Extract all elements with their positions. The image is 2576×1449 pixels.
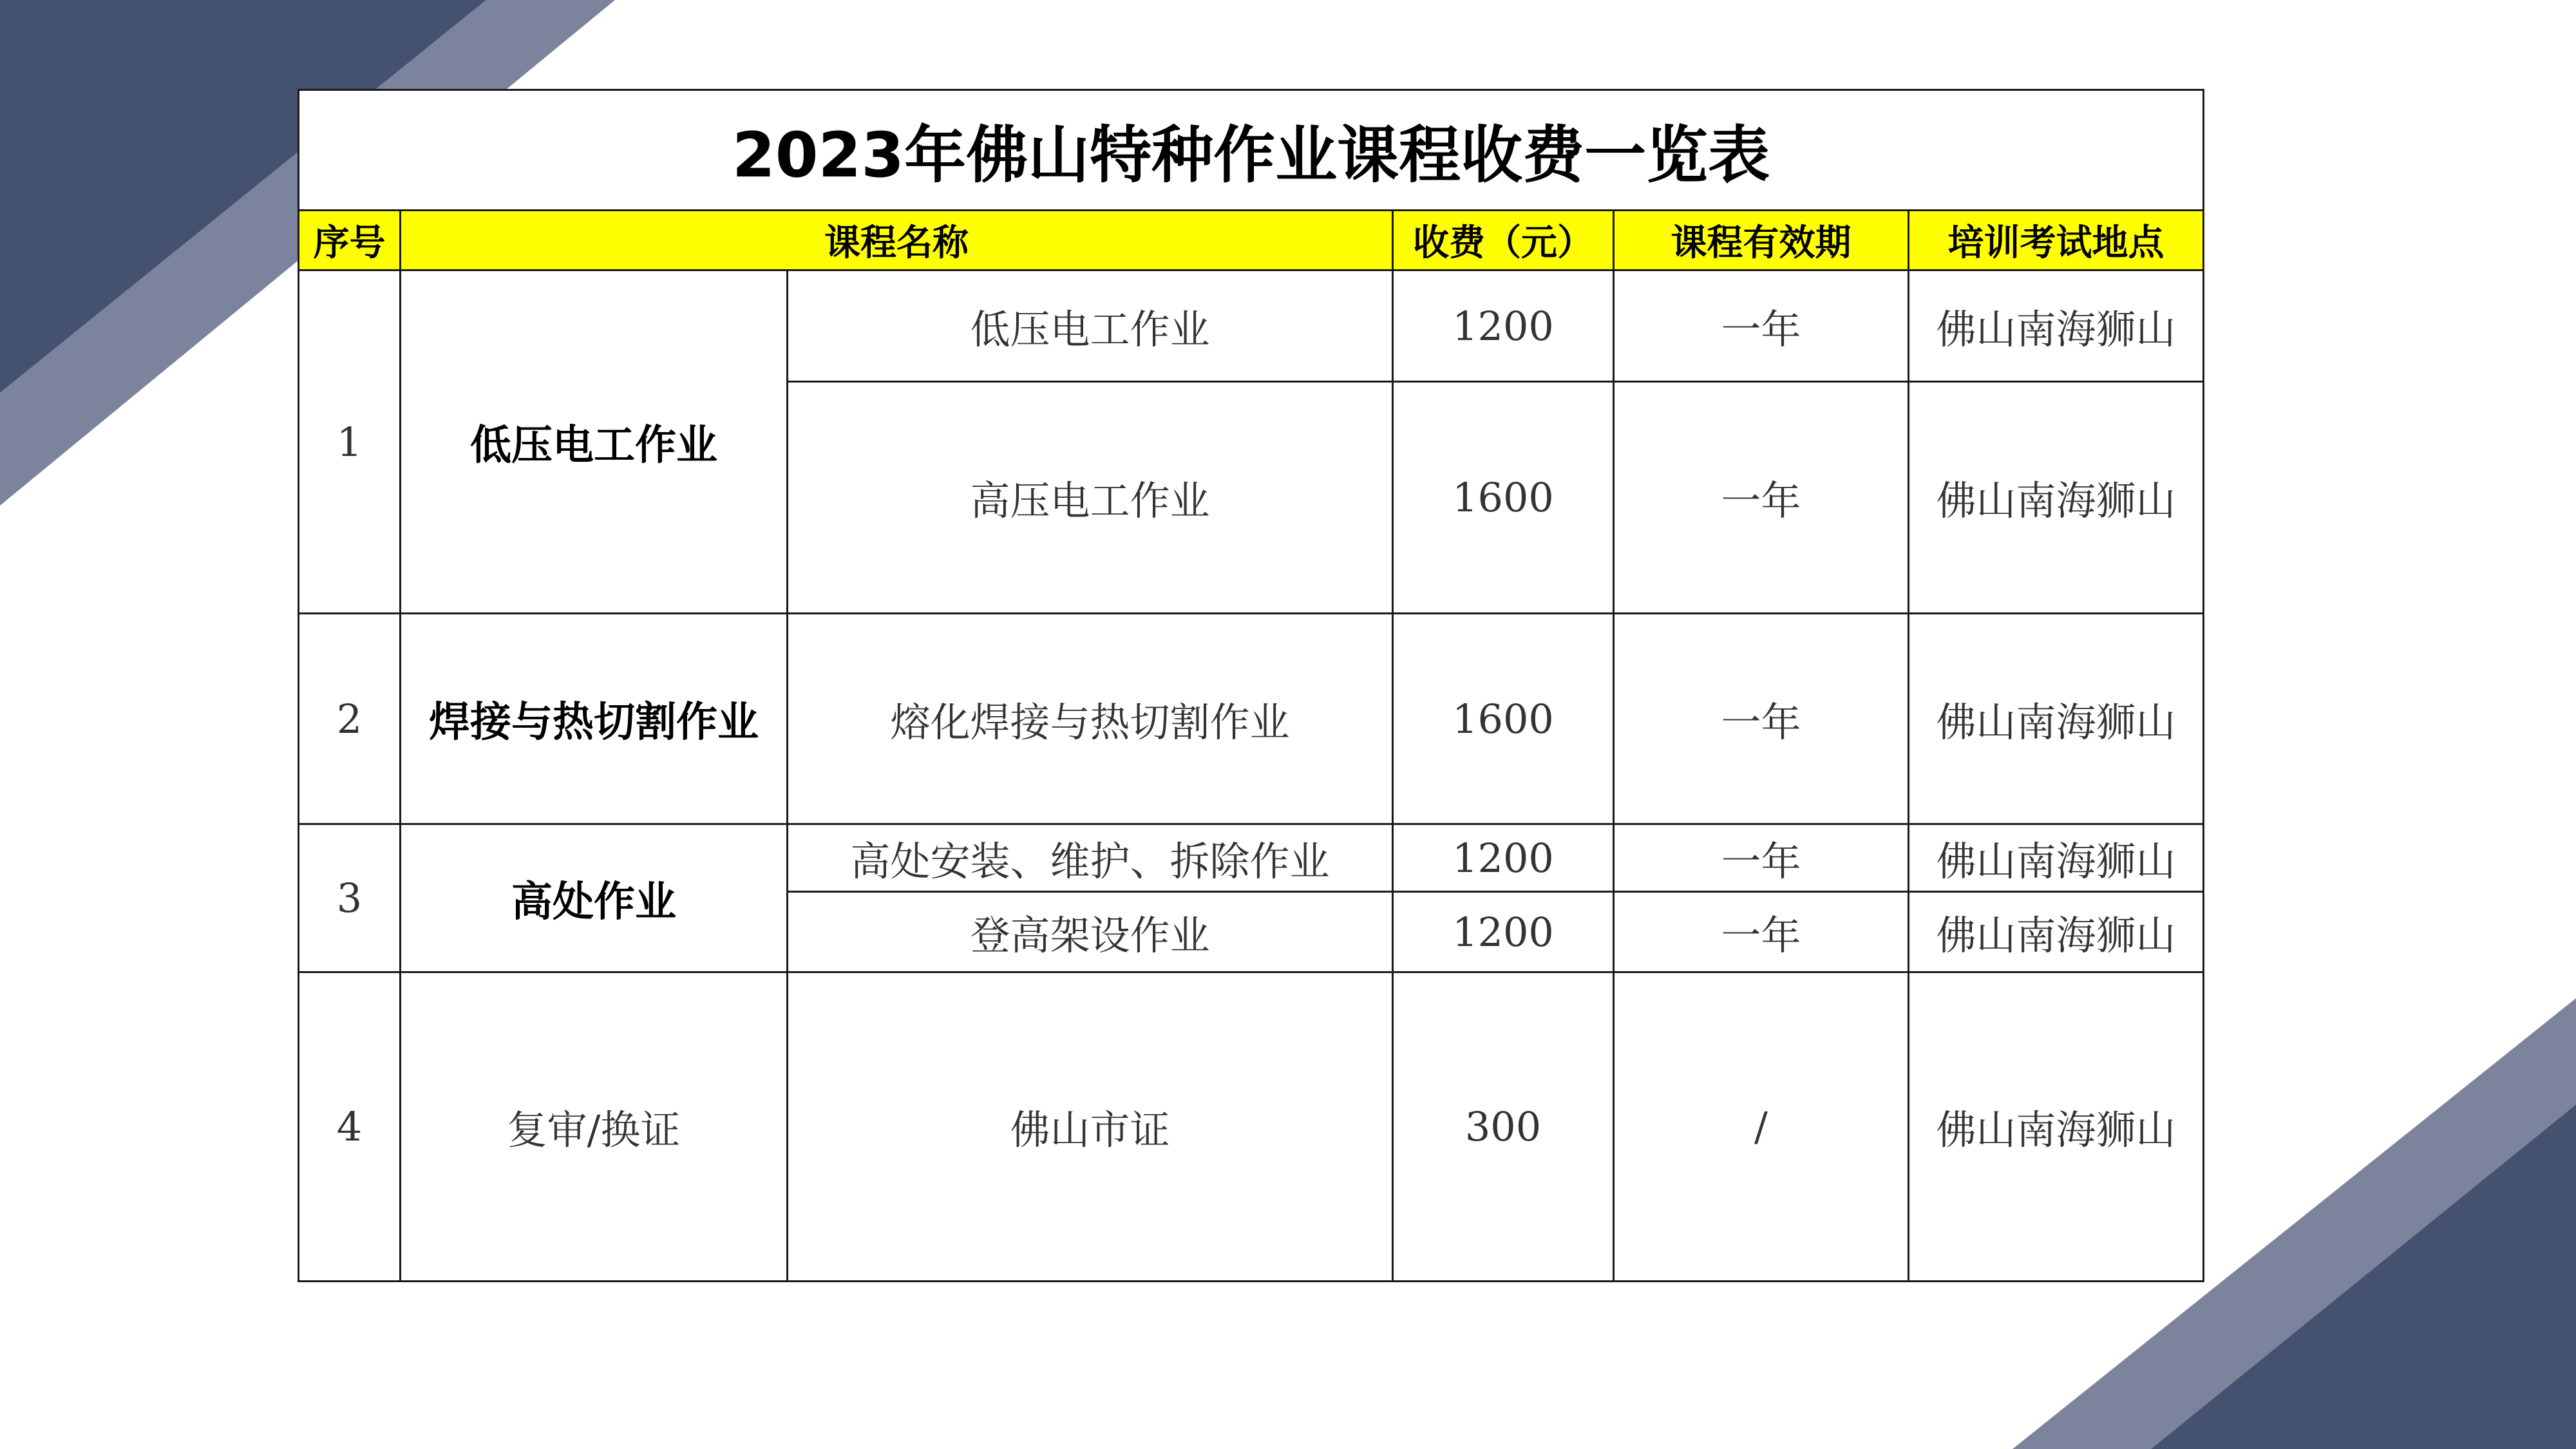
fee-table <box>298 89 2204 1282</box>
fee-cell: 1200 <box>1393 892 1614 972</box>
row-number: 4 <box>299 972 401 1282</box>
course-name-cell: 低压电工作业 <box>788 270 1393 382</box>
location-cell: 佛山南海狮山 <box>1909 614 2204 824</box>
header-location: 培训考试地点 <box>1909 211 2204 270</box>
location-cell: 佛山南海狮山 <box>1909 382 2204 614</box>
course-name-cell: 高压电工作业 <box>788 382 1393 614</box>
fee-cell: 1200 <box>1393 824 1614 892</box>
category-cell: 高处作业 <box>401 824 788 972</box>
row-number: 2 <box>299 614 401 824</box>
table-row <box>299 972 2204 1282</box>
category-cell: 低压电工作业 <box>401 270 788 614</box>
row-number: 3 <box>299 824 401 972</box>
category-cell: 复审/换证 <box>401 972 788 1282</box>
location-cell: 佛山南海狮山 <box>1909 972 2204 1282</box>
validity-cell: 一年 <box>1614 892 1909 972</box>
fee-cell: 1600 <box>1393 382 1614 614</box>
table-row <box>299 270 2204 382</box>
course-name-cell: 高处安装、维护、拆除作业 <box>788 824 1393 892</box>
bottom-right-dark-triangle <box>2151 1104 2576 1449</box>
validity-cell: 一年 <box>1614 824 1909 892</box>
title-row <box>299 90 2204 211</box>
category-cell: 焊接与热切割作业 <box>401 614 788 824</box>
location-cell: 佛山南海狮山 <box>1909 824 2204 892</box>
validity-cell: 一年 <box>1614 614 1909 824</box>
header-fee: 收费（元） <box>1393 211 1614 270</box>
table-title: 2023年佛山特种作业课程收费一览表 <box>299 90 2204 211</box>
fee-cell: 1600 <box>1393 614 1614 824</box>
table-row <box>299 824 2204 892</box>
fee-cell: 300 <box>1393 972 1614 1282</box>
course-name-cell: 登高架设作业 <box>788 892 1393 972</box>
table-row <box>299 614 2204 824</box>
row-number: 1 <box>299 270 401 614</box>
validity-cell: 一年 <box>1614 382 1909 614</box>
location-cell: 佛山南海狮山 <box>1909 892 2204 972</box>
header-row <box>299 211 2204 270</box>
course-name-cell: 佛山市证 <box>788 972 1393 1282</box>
header-validity: 课程有效期 <box>1614 211 1909 270</box>
course-name-cell: 熔化焊接与热切割作业 <box>788 614 1393 824</box>
header-no: 序号 <box>299 211 401 270</box>
header-course-name: 课程名称 <box>401 211 1393 270</box>
location-cell: 佛山南海狮山 <box>1909 270 2204 382</box>
validity-cell: / <box>1614 972 1909 1282</box>
validity-cell: 一年 <box>1614 270 1909 382</box>
fee-cell: 1200 <box>1393 270 1614 382</box>
